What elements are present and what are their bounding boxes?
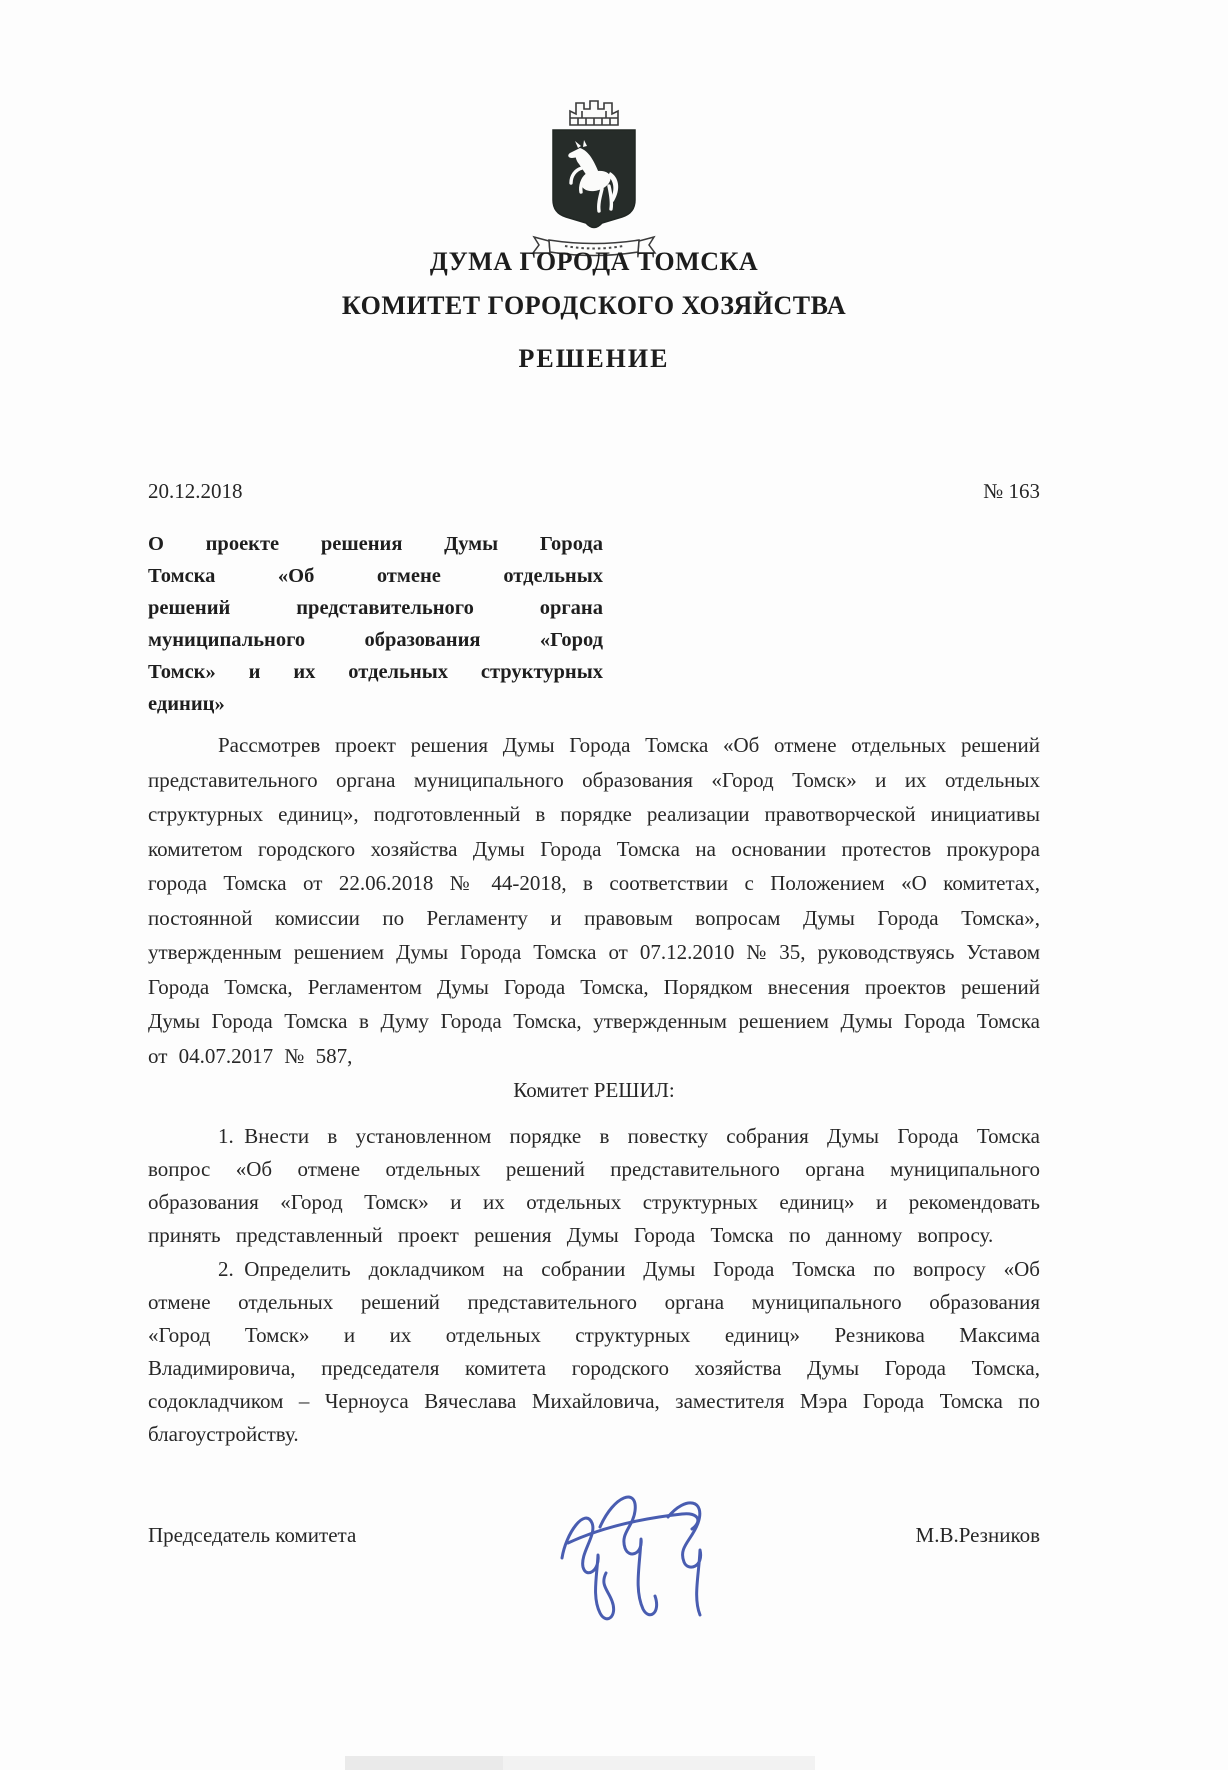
coat-of-arms-svg xyxy=(519,94,669,264)
signatory-name: М.В.Резников xyxy=(915,1523,1040,1547)
doc-date: 20.12.2018 xyxy=(148,479,243,503)
meta-row xyxy=(148,479,1040,504)
resolution-item-1: 1. Внести в установленном порядке в повестку собрания Думы Города Томска вопрос «Об отмене отдельных решений представительного органа муниципального образования «Город Томск» и их отдельных структурных единиц» и рекомендовать принять представленный проект решения Думы Города Томска по данному вопросу. xyxy=(148,1124,1040,1247)
scan-artifact-bar-dark xyxy=(345,1756,503,1770)
doc-number: № 163 xyxy=(983,479,1040,503)
preamble-paragraph: Рассмотрев проект решения Думы Города Томска «Об отмене отдельных решений представительного органа муниципального образования «Город Томск» и их отдельных структурных единиц», подготовленный в порядке реализации правотворческой инициативы комитетом городского хозяйства Думы Города Томска на основании протестов прокурора города Томска от 22.06.2018 № 44-2018, в соответствии с Положением «О комитетах, постоянной комиссии по Регламенту и правовым вопросам Думы Города Томска», утвержденным решением Думы Города Томска от 07.12.2010 № 35, руководствуясь Уставом Города Томска, Регламентом Думы Города Томска, Порядком внесения проектов решений Думы Города Томска в Думу Города Томска, утвержденным решением Думы Города Томска от 04.07.2017 № 587, xyxy=(148,733,1040,1068)
org-name-line2: КОМИТЕТ ГОРОДСКОГО ХОЗЯЙСТВА xyxy=(341,291,847,320)
subject-paragraph: О проекте решения Думы Города Томска «Об отмене отдельных решений представительного органа муниципального образования «Город Томск» и их отдельных структурных единиц» xyxy=(148,533,603,715)
document-content xyxy=(148,0,1040,1770)
doc-type-title: РЕШЕНИЕ xyxy=(518,344,670,373)
signature-role-label: Председатель комитета xyxy=(148,1523,357,1547)
crown-icon xyxy=(570,101,618,125)
handwritten-signature xyxy=(540,1455,740,1655)
resolution-heading: Комитет РЕШИЛ: xyxy=(513,1078,675,1102)
resolution-item-2: 2. Определить докладчиком на собрании Думы Города Томска по вопросу «Об отмене отдельных решений представительного органа муниципального образования «Город Томск» и их отдельных структурных единиц» Резникова Максима Владимировича, председателя комитета городского хозяйства Думы Города Томска, содокладчиком – Черноуса Вячеслава Михайловича, заместителя Мэра Города Томска по благоустройству. xyxy=(148,1257,1040,1446)
coat-of-arms-icon xyxy=(519,94,669,264)
org-name-line1: ДУМА ГОРОДА ТОМСКА xyxy=(429,247,759,276)
signature-scribble-svg xyxy=(540,1455,740,1655)
